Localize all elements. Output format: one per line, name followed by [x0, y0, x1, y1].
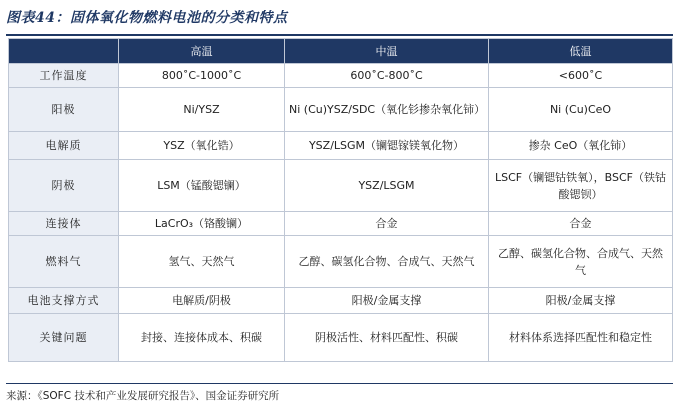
table-cell: 掺杂 CeO（氧化铈）	[489, 132, 673, 160]
table-row	[9, 88, 673, 132]
table-row	[9, 212, 673, 236]
row-label: 电解质	[9, 132, 119, 160]
table-cell: 合金	[489, 212, 673, 236]
table-row	[9, 288, 673, 314]
table-cell: 合金	[285, 212, 489, 236]
table-cell: 阳极/金属支撑	[285, 288, 489, 314]
header-mid-temp: 中温	[285, 39, 489, 64]
row-label: 关键问题	[9, 314, 119, 362]
table-cell: Ni/YSZ	[119, 88, 285, 132]
row-label: 连接体	[9, 212, 119, 236]
row-label: 阳极	[9, 88, 119, 132]
table-row	[9, 132, 673, 160]
table-cell: 阴极活性、材料匹配性、积碳	[285, 314, 489, 362]
table-row	[9, 64, 673, 88]
table-cell: 电解质/阴极	[119, 288, 285, 314]
table-cell: 阳极/金属支撑	[489, 288, 673, 314]
table-cell: <600˚C	[489, 64, 673, 88]
table-cell: Ni (Cu)YSZ/SDC（氧化钐掺杂氧化铈）	[285, 88, 489, 132]
row-label: 工作温度	[9, 64, 119, 88]
table-cell: 600˚C-800˚C	[285, 64, 489, 88]
header-row	[9, 39, 673, 64]
table-cell: 材料体系选择匹配性和稳定性	[489, 314, 673, 362]
title-underline	[6, 34, 673, 36]
row-label: 电池支撑方式	[9, 288, 119, 314]
header-blank	[9, 39, 119, 64]
table-row	[9, 314, 673, 362]
row-label: 阴极	[9, 160, 119, 212]
table-cell: YSZ（氧化锆）	[119, 132, 285, 160]
table-cell: LaCrO₃（铬酸镧）	[119, 212, 285, 236]
table-cell: 800˚C-1000˚C	[119, 64, 285, 88]
classification-table	[8, 38, 673, 362]
table-cell: Ni (Cu)CeO	[489, 88, 673, 132]
table-cell: LSCF（镧锶钴铁氧），BSCF（铁钴酸锶钡）	[489, 160, 673, 212]
table-cell: 封接、连接体成本、积碳	[119, 314, 285, 362]
table-row	[9, 160, 673, 212]
table-cell: LSM（锰酸锶镧）	[119, 160, 285, 212]
row-label: 燃料气	[9, 236, 119, 288]
table-row	[9, 236, 673, 288]
table-cell: 乙醇、碳氢化合物、合成气、天然气	[489, 236, 673, 288]
bottom-rule	[6, 383, 673, 384]
header-low-temp: 低温	[489, 39, 673, 64]
table-cell: YSZ/LSGM	[285, 160, 489, 212]
source-note: 来源：《SOFC 技术和产业发展研究报告》、国金证券研究所	[6, 390, 280, 402]
header-high-temp: 高温	[119, 39, 285, 64]
table-cell: YSZ/LSGM（镧锶镓镁氧化物）	[285, 132, 489, 160]
table-cell: 乙醇、碳氢化合物、合成气、天然气	[285, 236, 489, 288]
table-cell: 氢气、天然气	[119, 236, 285, 288]
figure-title: 图表44：固体氧化物燃料电池的分类和特点	[6, 10, 288, 26]
